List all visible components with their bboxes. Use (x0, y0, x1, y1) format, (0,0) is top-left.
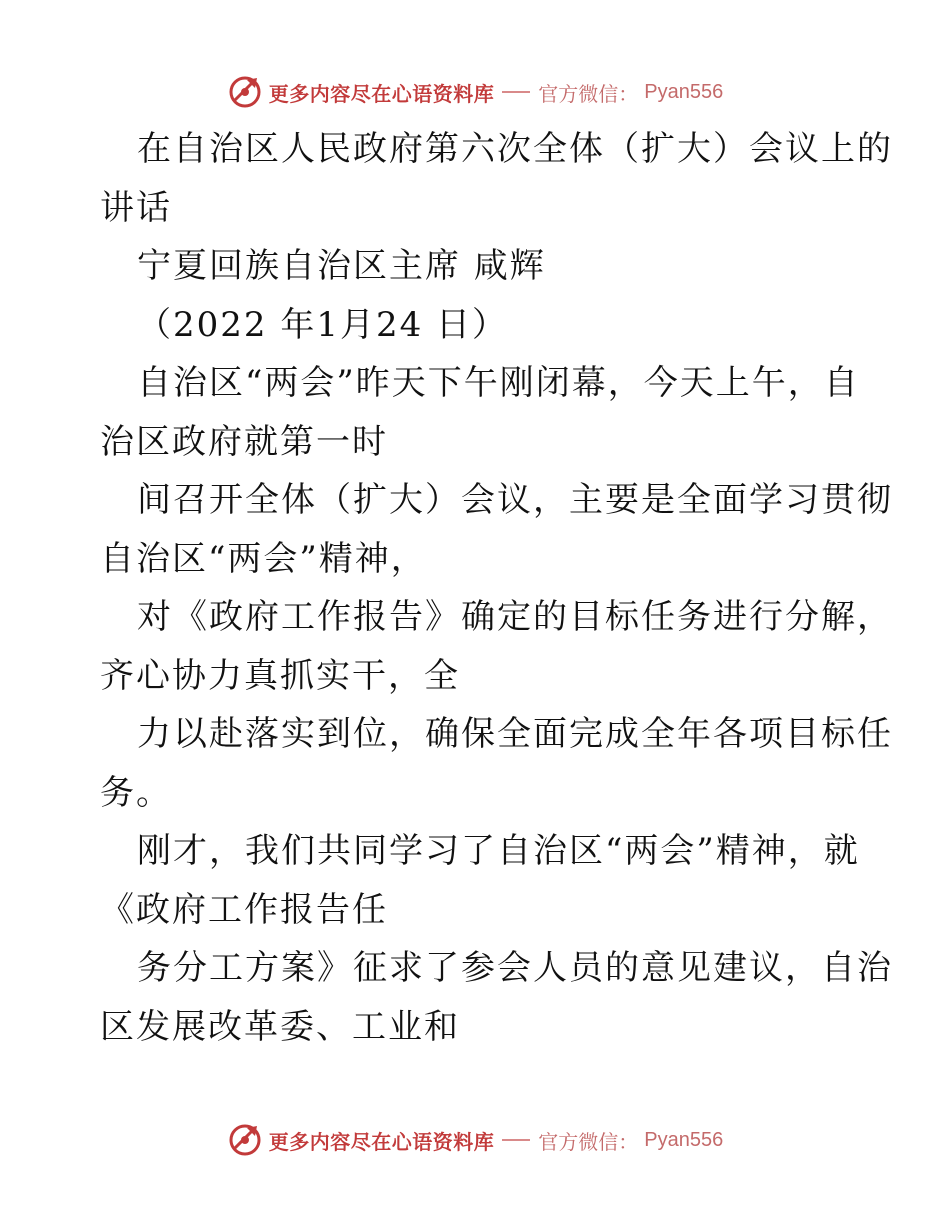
watermark-wechat-id: Pyan556 (644, 80, 724, 103)
text-line: 对《政府工作报告》确定的目标任务进行分解， (137, 597, 893, 637)
text-line: 区发展改革委、工业和 (100, 1006, 460, 1047)
quill-seal-icon (227, 74, 263, 110)
text-line: 讲话 (100, 187, 172, 228)
text-line: 自治区“两会”昨天下午刚闭幕，今天上午，自 (137, 363, 860, 403)
watermark-brand-text: 更多内容尽在心语资料库 (268, 81, 495, 106)
text-line: 齐心协力真抓实干，全 (100, 655, 460, 696)
watermark-wechat-id: Pyan556 (644, 1128, 724, 1151)
watermark-brand-text: 更多内容尽在心语资料库 (268, 1129, 495, 1154)
text-line: 自治区“两会”精神， (100, 538, 427, 579)
watermark-official-label: 官方微信： (538, 1129, 639, 1154)
text-line: （2022 年1月24 日） (137, 304, 509, 345)
watermark-header (0, 72, 950, 112)
text-line: 务。 (100, 772, 172, 813)
document-body (100, 120, 893, 1056)
quill-seal-icon (227, 1122, 263, 1158)
watermark-dash (502, 1139, 530, 1141)
watermark-official-label: 官方微信： (538, 81, 639, 106)
text-line: 宁夏回族自治区主席 咸辉 (137, 246, 546, 286)
text-line: 刚才，我们共同学习了自治区“两会”精神，就 (137, 831, 860, 871)
text-line: 治区政府就第一时 (100, 421, 388, 462)
text-line: 《政府工作报告任 (100, 889, 388, 930)
text-line: 在自治区人民政府第六次全体（扩大）会议上的 (137, 129, 893, 169)
watermark-dash (502, 91, 530, 93)
text-line: 务分工方案》征求了参会人员的意见建议，自治 (137, 948, 893, 988)
text-line: 力以赴落实到位，确保全面完成全年各项目标任 (137, 714, 893, 754)
text-line: 间召开全体（扩大）会议，主要是全面学习贯彻 (137, 480, 893, 520)
watermark-footer (0, 1120, 950, 1160)
